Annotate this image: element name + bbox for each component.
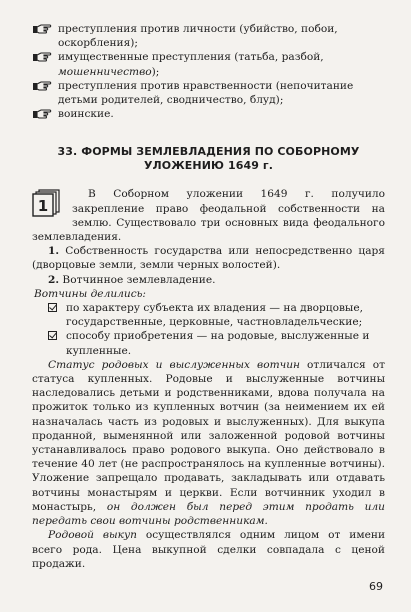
list-item-text: преступления против нравственности (непочитание детьми родителей, сводничество, блуд); xyxy=(58,79,354,107)
section-title xyxy=(42,145,375,173)
item-text: Собственность государства или непосредственно царя (дворцовые земли, земли черных волостей). xyxy=(32,245,385,272)
check-item-text: способу приобретения — на родовые, выслуженные и купленные. xyxy=(66,330,370,357)
list-item-text: имущественные преступления (татьба, разбой, xyxy=(58,51,324,64)
list-item-emphasis: мошенничество xyxy=(58,65,152,78)
check-item xyxy=(32,329,385,357)
list-item xyxy=(32,79,385,107)
numbered-item-2 xyxy=(32,273,385,287)
redemption-paragraph xyxy=(32,528,385,571)
list-item-text: преступления против личности (убийство, побои, оскорбления); xyxy=(58,23,338,50)
icon-number: 1 xyxy=(37,197,49,216)
paragraph-text: отличался от статуса купленных. Родовые и выслуженные вотчины наследовались детьми и родственниками, вдова получала на прожиток только из купленных вотчин (за неимением их ей назначалась часть из родовых и выслуженных). Для выкупа проданной, выменянной или заложенной родовой вотчины устанавливалось право родового выкупа. Оно действовало в течение 40 лет (не распространялось на купленные вотчины). Уложение запрещало продавать, закладывать или отдавать вотчины монастырям и церкви. Если вотчинник уходил в монастырь, xyxy=(32,358,386,513)
check-item-text: по характеру субъекта их владения — на дворцовые, государственные, церковные, частновладельческие; xyxy=(66,302,363,329)
intro-block xyxy=(32,187,385,244)
section-title-line: 33. ФОРМЫ ЗЕМЛЕВЛАДЕНИЯ ПО СОБОРНОМУ xyxy=(57,145,360,159)
pointing-hand-icon xyxy=(32,80,52,92)
pointing-hand-icon xyxy=(32,108,52,120)
list-item xyxy=(32,22,385,50)
paragraph-emphasis: Статус родовых и выслуженных вотчин xyxy=(48,358,301,371)
page-number: 69 xyxy=(369,580,383,593)
item-number: 2. xyxy=(48,273,60,286)
list-item-text: ); xyxy=(151,65,160,78)
paragraph-emphasis: он должен был перед этим продать или передать свои вотчины родственникам. xyxy=(32,500,385,528)
paragraph-emphasis: Родовой выкуп xyxy=(48,529,137,542)
check-item xyxy=(32,301,385,329)
list-item xyxy=(32,50,385,78)
votchiny-label: Вотчины делились: xyxy=(34,287,146,300)
checkbox-checked-icon xyxy=(48,303,57,312)
item-text: Вотчинное землевладение. xyxy=(59,273,216,286)
checkbox-checked-icon xyxy=(48,331,57,340)
status-paragraph xyxy=(32,358,385,528)
list-item-text: воинские. xyxy=(58,108,114,121)
list-item xyxy=(32,107,385,121)
numbered-pages-icon xyxy=(32,189,62,217)
paragraph-text: осуществлялся одним лицом от имени всего рода. Цена выкупной сделки совпадала с ценой продажи. xyxy=(32,529,386,570)
item-number: 1. xyxy=(48,245,60,258)
offense-list xyxy=(32,22,385,121)
pointing-hand-icon xyxy=(32,51,52,63)
intro-paragraph: В Соборном уложении 1649 г. получило закрепление право феодальной собственности на землю. Существовало три основных вида феодального землевладения. xyxy=(32,188,385,244)
numbered-item-1 xyxy=(32,244,385,272)
section-title-line: УЛОЖЕНИЮ 1649 г. xyxy=(143,159,274,173)
pointing-hand-icon xyxy=(32,23,52,35)
